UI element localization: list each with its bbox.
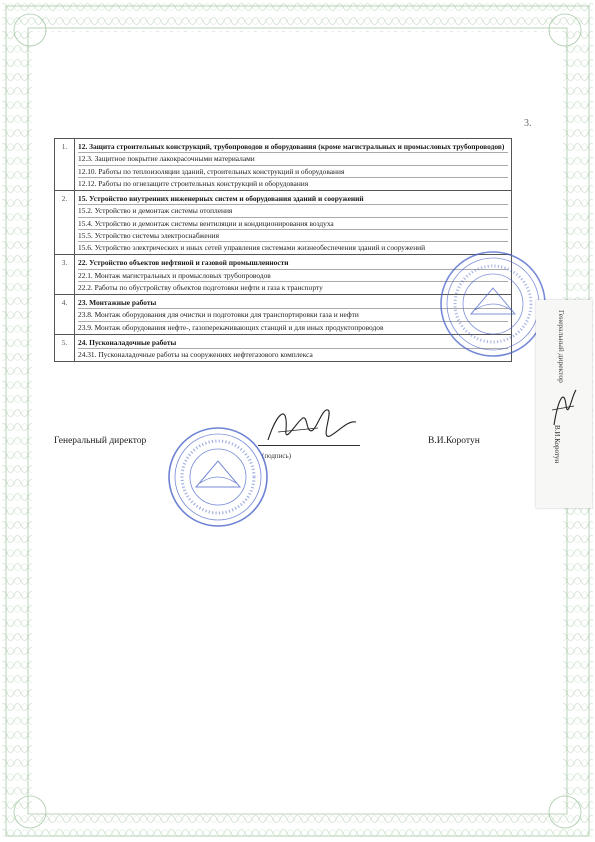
section-header: 12. Защита строительных конструкций, трубопроводов и оборудования (кроме магистральных и промысловых трубопроводов): [78, 142, 505, 151]
work-item: 15.2. Устройство и демонтаж системы отопления: [78, 204, 508, 216]
table-row: [55, 139, 512, 191]
sticker-signature: [546, 380, 580, 430]
signer-name: В.И.Коротун: [428, 436, 480, 446]
section-header: 15. Устройство внутренних инженерных систем и оборудования зданий и сооружений: [78, 194, 364, 203]
sticker-role: Генеральный директор: [557, 310, 566, 383]
section-header: 24. Пусконаладочные работы: [78, 337, 177, 347]
work-item: 12.3. Защитное покрытие лакокрасочными материалами: [78, 152, 508, 164]
work-item: 22.1. Монтаж магистральных и промысловых трубопроводов: [78, 269, 508, 281]
company-stamp-right: [437, 248, 549, 360]
work-item: 24.31. Пусконаладочные работы на сооружениях нефтегазового комплекса: [78, 348, 508, 360]
work-item: 22.2. Работы по обустройству объектов подготовки нефти и газа к транспорту: [78, 281, 508, 293]
row-number: 5.: [55, 334, 75, 362]
row-number: 4.: [55, 295, 75, 335]
row-content: [75, 139, 512, 191]
sticker-name: В.И.Коротун: [553, 425, 561, 464]
row-number: 1.: [55, 139, 75, 191]
handwritten-signature: [258, 400, 358, 450]
row-number: 3.: [55, 255, 75, 295]
row-number: 2.: [55, 191, 75, 255]
work-item: 12.12. Работы по огнезащите строительных конструкций и оборудования: [78, 177, 508, 189]
page-number: 3.: [524, 118, 532, 129]
row-content: [75, 191, 512, 255]
table-row: [55, 191, 512, 255]
work-item: 12.10. Работы по теплоизоляции зданий, строительных конструкций и оборудования: [78, 165, 508, 177]
signer-title: Генеральный директор: [54, 436, 147, 446]
work-item: 23.8. Монтаж оборудования для очистки и подготовки для транспортировки газа и нефти: [78, 308, 508, 320]
work-item: 15.4. Устройство и демонтаж системы вентиляции и кондиционирования воздуха: [78, 217, 508, 229]
work-item: 15.6. Устройство электрических и иных сетей управления системами жизнеобеспечения зданий и сооружений: [78, 241, 508, 253]
signature-caption: (подпись): [262, 452, 292, 460]
signature-line: [258, 445, 360, 446]
work-item: 23.9. Монтаж оборудования нефте-, газоперекачивающих станций и для иных продуктопроводов: [78, 321, 508, 333]
work-item: 15.5. Устройство системы электроснабжения: [78, 229, 508, 241]
section-header: 22. Устройство объектов нефтяной и газовой промышленности: [78, 258, 289, 268]
company-stamp-signature: [166, 425, 270, 529]
section-header: 23. Монтажные работы: [78, 298, 157, 307]
